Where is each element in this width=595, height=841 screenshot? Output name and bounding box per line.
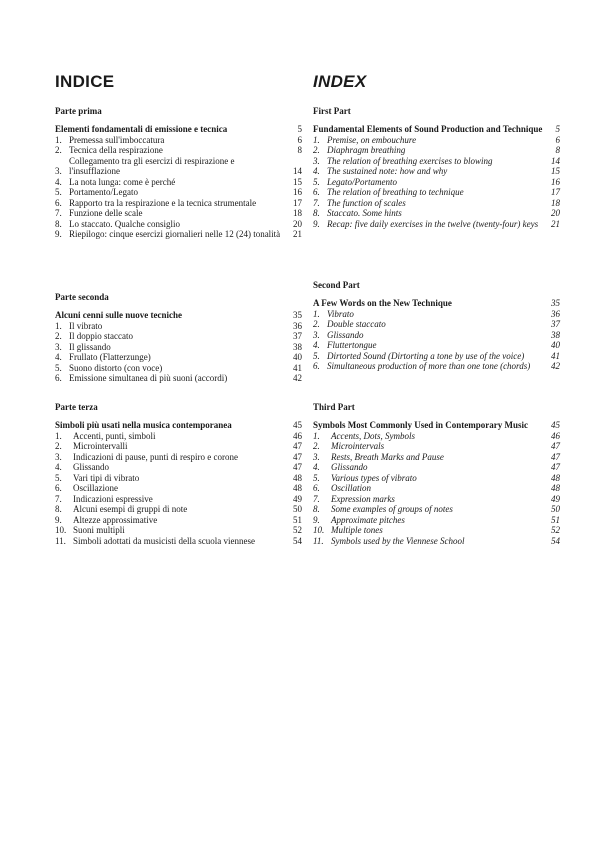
entry-number: 5. bbox=[55, 362, 62, 373]
entry-title: Microintervalli bbox=[73, 441, 128, 451]
toc-entry bbox=[313, 351, 560, 362]
toc-entry bbox=[55, 331, 302, 342]
page-number: 20 bbox=[293, 218, 302, 229]
page-number: 15 bbox=[293, 176, 302, 187]
entry-title: Staccato. Some hints bbox=[327, 208, 402, 218]
toc-entry bbox=[313, 361, 560, 372]
toc-entry bbox=[55, 187, 302, 198]
page-number: 49 bbox=[293, 493, 302, 504]
page-number: 5 bbox=[297, 124, 302, 134]
toc-entry bbox=[55, 363, 302, 374]
entry-title: Simultaneous production of more than one tone (chords) bbox=[327, 361, 531, 371]
entry-title: Altezze approssimative bbox=[73, 514, 158, 525]
entry-number: 3. bbox=[55, 341, 62, 352]
page-number: 49 bbox=[551, 493, 560, 504]
entry-number: 7. bbox=[313, 493, 320, 504]
page-number: 41 bbox=[551, 350, 560, 361]
toc-entry bbox=[313, 504, 560, 515]
toc-entry bbox=[313, 515, 560, 526]
page-number: 16 bbox=[293, 187, 302, 197]
page-number: 45 bbox=[293, 420, 302, 430]
entry-number: 6. bbox=[313, 187, 320, 197]
entry-number: 2. bbox=[55, 145, 62, 155]
toc-entry bbox=[55, 177, 302, 188]
page-number: 18 bbox=[293, 208, 302, 218]
entry-number: 11. bbox=[55, 535, 66, 546]
page-number: 40 bbox=[551, 340, 560, 350]
toc-entry bbox=[313, 483, 560, 494]
section-parte-terza bbox=[55, 402, 302, 546]
page-number: 21 bbox=[551, 218, 560, 229]
entry-number: 3. bbox=[55, 166, 62, 176]
toc-entry bbox=[313, 145, 560, 156]
entry-number: 1. bbox=[55, 430, 62, 441]
part-heading: Third Part bbox=[313, 402, 355, 412]
page-number: 36 bbox=[293, 320, 302, 331]
page-number: 6 bbox=[297, 134, 302, 145]
page-number: 48 bbox=[551, 472, 560, 483]
toc-entry bbox=[55, 145, 302, 156]
section-heading: Symbols Most Commonly Used in Contemporary Music bbox=[313, 420, 528, 430]
toc-entry bbox=[313, 441, 560, 452]
page-number: 46 bbox=[551, 430, 560, 441]
page-number: 48 bbox=[551, 483, 560, 493]
toc-entry bbox=[55, 156, 302, 177]
entry-number: 3. bbox=[313, 329, 320, 340]
entry-number: 6. bbox=[313, 483, 320, 493]
entry-title: Glissando bbox=[73, 462, 109, 472]
part-heading: First Part bbox=[313, 106, 351, 116]
toc-entry bbox=[55, 229, 302, 240]
toc-entry bbox=[313, 208, 560, 219]
index-title: INDEX bbox=[313, 72, 367, 91]
entry-title: Suoni multipli bbox=[73, 525, 125, 535]
entry-title: Collegamento tra gli esercizi di respirazione e l'insufflazione bbox=[69, 155, 235, 176]
entry-number: 4. bbox=[313, 462, 320, 472]
page-number: 47 bbox=[551, 441, 560, 451]
entry-title: Accenti, punti, simboli bbox=[73, 430, 156, 441]
entry-number: 6. bbox=[55, 483, 62, 493]
page-number: 18 bbox=[551, 197, 560, 208]
page-number: 37 bbox=[293, 331, 302, 341]
entry-number: 6. bbox=[313, 361, 320, 371]
toc-entry bbox=[313, 319, 560, 330]
entry-number: 8. bbox=[313, 504, 320, 514]
page-number: 17 bbox=[551, 187, 560, 197]
page-number: 8 bbox=[297, 145, 302, 155]
page-number: 15 bbox=[551, 166, 560, 176]
entry-title: Vari tipi di vibrato bbox=[73, 472, 140, 483]
entry-number: 5. bbox=[55, 187, 62, 197]
entry-title: Vibrato bbox=[327, 308, 354, 319]
toc-entry bbox=[55, 208, 302, 219]
entry-number: 4. bbox=[313, 166, 320, 176]
english-index-column bbox=[313, 72, 560, 546]
page-number: 51 bbox=[293, 514, 302, 525]
toc-entry bbox=[313, 452, 560, 463]
toc-entry bbox=[55, 515, 302, 526]
toc-entry bbox=[55, 342, 302, 353]
entry-title: Multiple tones bbox=[331, 525, 383, 535]
entry-number: 1. bbox=[55, 134, 62, 145]
toc-entry bbox=[313, 187, 560, 198]
page-number: 40 bbox=[293, 352, 302, 362]
entry-title: Recap: five daily exercises in the twelve (twenty-four) keys bbox=[327, 218, 539, 229]
toc-entry bbox=[55, 219, 302, 230]
page-number: 14 bbox=[551, 155, 560, 166]
page-number: 47 bbox=[293, 462, 302, 472]
toc-entry bbox=[55, 473, 302, 484]
page-number: 37 bbox=[551, 319, 560, 329]
toc-entry bbox=[313, 494, 560, 505]
toc-entry bbox=[55, 352, 302, 363]
page-number: 47 bbox=[293, 451, 302, 462]
toc-entry bbox=[55, 135, 302, 146]
toc-entry bbox=[313, 219, 560, 230]
entry-title: Indicazioni espressive bbox=[73, 493, 153, 504]
entry-number: 2. bbox=[313, 145, 320, 155]
page-number: 50 bbox=[551, 504, 560, 514]
entry-number: 1. bbox=[55, 320, 62, 331]
section-heading: Alcuni cenni sulle nuove tecniche bbox=[55, 310, 183, 320]
section-first-part bbox=[313, 106, 560, 229]
toc-entry bbox=[55, 494, 302, 505]
entry-number: 7. bbox=[313, 197, 320, 208]
entry-title: Various types of vibrato bbox=[331, 472, 417, 483]
page-number: 47 bbox=[293, 441, 302, 451]
page-number: 16 bbox=[551, 176, 560, 187]
entry-title: Il glissando bbox=[69, 341, 111, 352]
entry-title: Suono distorto (con voce) bbox=[69, 362, 163, 373]
entry-number: 5. bbox=[313, 350, 320, 361]
page-number: 54 bbox=[551, 535, 560, 546]
toc-entry bbox=[313, 177, 560, 188]
entry-number: 8. bbox=[55, 504, 62, 514]
page-number: 21 bbox=[293, 229, 302, 239]
page-number: 47 bbox=[551, 451, 560, 462]
toc-entry bbox=[55, 536, 302, 547]
page-number: 35 bbox=[293, 310, 302, 320]
entry-number: 2. bbox=[55, 441, 62, 451]
entry-title: Riepilogo: cinque esercizi giornalieri nelle 12 (24) tonalità bbox=[69, 229, 281, 239]
section-parte-prima bbox=[55, 106, 302, 240]
entry-title: Lo staccato. Qualche consiglio bbox=[69, 218, 180, 229]
entry-number: 3. bbox=[313, 155, 320, 166]
entry-title: The relation of breathing to technique bbox=[327, 187, 464, 197]
page-number: 17 bbox=[293, 197, 302, 208]
entry-title: Rests, Breath Marks and Pause bbox=[331, 451, 444, 462]
entry-title: La nota lunga: come è perché bbox=[69, 176, 176, 187]
entry-number: 2. bbox=[55, 331, 62, 341]
entry-number: 4. bbox=[55, 352, 62, 362]
entry-title: Oscillazione bbox=[73, 483, 118, 493]
index-title: INDICE bbox=[55, 72, 115, 91]
toc-entry bbox=[313, 330, 560, 341]
page-number: 45 bbox=[551, 420, 560, 430]
toc-entry bbox=[55, 431, 302, 442]
section-second-part bbox=[313, 280, 560, 372]
section-heading-row bbox=[313, 420, 560, 431]
page-number: 42 bbox=[551, 361, 560, 371]
entry-title: Approximate pitches bbox=[331, 514, 405, 525]
entry-title: Some examples of groups of notes bbox=[331, 504, 453, 514]
entry-title: Microintervals bbox=[331, 441, 385, 451]
entry-number: 9. bbox=[55, 229, 62, 239]
page-number: 5 bbox=[555, 124, 560, 134]
page-number: 52 bbox=[551, 525, 560, 535]
page-number: 6 bbox=[555, 134, 560, 145]
entry-number: 9. bbox=[313, 218, 320, 229]
entry-number: 8. bbox=[55, 218, 62, 229]
toc-entry bbox=[313, 156, 560, 167]
page-number: 20 bbox=[551, 208, 560, 218]
toc-entry bbox=[313, 431, 560, 442]
entry-number: 2. bbox=[313, 319, 320, 329]
part-heading: Second Part bbox=[313, 280, 360, 290]
entry-title: Il doppio staccato bbox=[69, 331, 133, 341]
page-number: 54 bbox=[293, 535, 302, 546]
entry-title: Glissando bbox=[331, 462, 368, 472]
entry-number: 10. bbox=[55, 525, 67, 535]
entry-number: 5. bbox=[55, 472, 62, 483]
entry-number: 1. bbox=[313, 430, 320, 441]
entry-number: 6. bbox=[55, 197, 62, 208]
entry-title: Portamento/Legato bbox=[69, 187, 138, 197]
section-heading: Simboli più usati nella musica contemporanea bbox=[55, 420, 232, 430]
toc-entry bbox=[313, 525, 560, 536]
entry-title: Tecnica della respirazione bbox=[69, 145, 163, 155]
part-heading: Parte prima bbox=[55, 106, 102, 116]
toc-entry bbox=[55, 198, 302, 209]
section-heading: A Few Words on the New Technique bbox=[313, 298, 452, 308]
entry-number: 10. bbox=[313, 525, 325, 535]
page-number: 47 bbox=[551, 462, 560, 472]
entry-number: 4. bbox=[55, 176, 62, 187]
page-number: 36 bbox=[551, 308, 560, 319]
page-number: 48 bbox=[293, 472, 302, 483]
italian-index-column bbox=[55, 72, 302, 546]
part-heading: Parte terza bbox=[55, 402, 98, 412]
toc-entry bbox=[313, 309, 560, 320]
section-heading: Fundamental Elements of Sound Production and Technique bbox=[313, 124, 543, 134]
entry-title: Accents, Dots, Symbols bbox=[331, 430, 415, 441]
toc-entry bbox=[55, 504, 302, 515]
entry-number: 4. bbox=[313, 340, 320, 350]
toc-entry bbox=[55, 483, 302, 494]
entry-title: The sustained note: how and why bbox=[327, 166, 448, 176]
entry-number: 7. bbox=[55, 208, 62, 218]
toc-entry bbox=[313, 135, 560, 146]
part-heading: Parte seconda bbox=[55, 292, 109, 302]
entry-title: Il vibrato bbox=[69, 320, 103, 331]
toc-entry bbox=[55, 441, 302, 452]
section-heading-row bbox=[313, 298, 560, 309]
toc-entry bbox=[313, 462, 560, 473]
entry-number: 4. bbox=[55, 462, 62, 472]
entry-number: 6. bbox=[55, 373, 62, 383]
entry-number: 5. bbox=[313, 472, 320, 483]
entry-title: Rapporto tra la respirazione e la tecnica strumentale bbox=[69, 197, 257, 208]
toc-entry bbox=[55, 462, 302, 473]
entry-number: 11. bbox=[313, 535, 324, 546]
entry-title: Fluttertongue bbox=[327, 340, 377, 350]
entry-title: Premessa sull'imboccatura bbox=[69, 134, 165, 145]
page-number: 48 bbox=[293, 483, 302, 493]
entry-number: 7. bbox=[55, 493, 62, 504]
entry-title: Glissando bbox=[327, 329, 364, 340]
toc-entry bbox=[313, 198, 560, 209]
toc-entry bbox=[55, 525, 302, 536]
section-heading-row bbox=[55, 124, 302, 135]
entry-number: 3. bbox=[55, 451, 62, 462]
entry-title: Symbols used by the Viennese School bbox=[331, 535, 465, 546]
toc-entry bbox=[55, 321, 302, 332]
page-number: 51 bbox=[551, 514, 560, 525]
toc-entry bbox=[313, 473, 560, 484]
entry-title: Alcuni esempi di gruppi di note bbox=[73, 504, 188, 514]
entry-title: Simboli adottati da musicisti della scuola viennese bbox=[73, 535, 255, 546]
entry-title: Emissione simultanea di più suoni (accordi) bbox=[69, 373, 228, 383]
page-number: 41 bbox=[293, 362, 302, 373]
section-heading-row bbox=[55, 420, 302, 431]
page-number: 50 bbox=[293, 504, 302, 514]
entry-title: Premise, on embouchure bbox=[327, 134, 417, 145]
toc-entry bbox=[313, 340, 560, 351]
toc-entry bbox=[55, 452, 302, 463]
entry-title: Expression marks bbox=[331, 493, 395, 504]
entry-title: Legato/Portamento bbox=[327, 176, 397, 187]
page-number: 46 bbox=[293, 430, 302, 441]
page-number: 42 bbox=[293, 373, 302, 383]
entry-number: 8. bbox=[313, 208, 320, 218]
entry-number: 1. bbox=[313, 134, 320, 145]
entry-title: The relation of breathing exercises to blowing bbox=[327, 155, 493, 166]
page-number: 38 bbox=[293, 341, 302, 352]
page-number: 52 bbox=[293, 525, 302, 535]
section-heading: Elementi fondamentali di emissione e tecnica bbox=[55, 124, 228, 134]
entry-title: Dirtorted Sound (Dirtorting a tone by use of the voice) bbox=[327, 350, 525, 361]
entry-number: 3. bbox=[313, 451, 320, 462]
entry-number: 9. bbox=[55, 514, 62, 525]
page-number: 8 bbox=[555, 145, 560, 155]
toc-entry bbox=[55, 373, 302, 384]
entry-number: 9. bbox=[313, 514, 320, 525]
page-number: 38 bbox=[551, 329, 560, 340]
section-heading-row bbox=[55, 310, 302, 321]
entry-title: Diaphragm breathing bbox=[327, 145, 406, 155]
page-number: 35 bbox=[551, 298, 560, 308]
section-parte-seconda bbox=[55, 292, 302, 384]
entry-title: Double staccato bbox=[327, 319, 386, 329]
entry-title: Indicazioni di pause, punti di respiro e corone bbox=[73, 451, 238, 462]
section-heading-row bbox=[313, 124, 560, 135]
section-third-part bbox=[313, 402, 560, 546]
entry-number: 2. bbox=[313, 441, 320, 451]
entry-number: 5. bbox=[313, 176, 320, 187]
entry-title: Oscillation bbox=[331, 483, 371, 493]
entry-title: Funzione delle scale bbox=[69, 208, 143, 218]
toc-entry bbox=[313, 536, 560, 547]
entry-number: 1. bbox=[313, 308, 320, 319]
entry-title: Frullato (Flatterzunge) bbox=[69, 352, 151, 362]
entry-title: The function of scales bbox=[327, 197, 406, 208]
page-number: 14 bbox=[293, 166, 302, 176]
toc-entry bbox=[313, 166, 560, 177]
